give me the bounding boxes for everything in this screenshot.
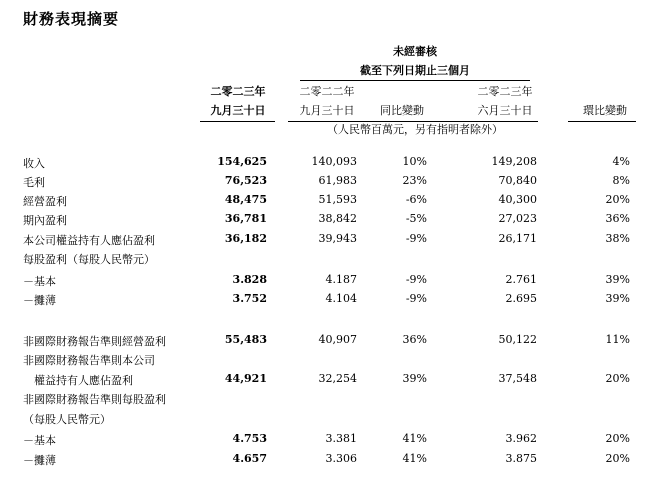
row-value-c5: 20%: [605, 432, 630, 445]
row-value-c3: -9%: [405, 273, 427, 286]
header-col1-rule: [200, 121, 275, 122]
row-value-c1: 76,523: [224, 174, 267, 187]
row-value-c5: 11%: [605, 333, 630, 346]
row-label: 非國際財務報告準則每股盈利: [23, 393, 166, 406]
row-value-c4: 50,122: [498, 333, 537, 346]
row-label: （每股人民幣元）: [23, 413, 111, 426]
row-value-c1: 55,483: [224, 333, 267, 346]
row-value-c5: 20%: [605, 372, 630, 385]
row-label: 經營盈利: [23, 195, 67, 208]
header-col2-line2: 九月三十日: [299, 104, 355, 117]
row-value-c4: 3.962: [505, 432, 537, 445]
row-value-c4: 149,208: [491, 155, 537, 168]
row-value-c5: 39%: [605, 273, 630, 286]
row-value-c2: 32,254: [318, 372, 357, 385]
row-value-c2: 3.381: [325, 432, 357, 445]
header-unit-note: （人民幣百萬元，另有指明者除外）: [327, 123, 503, 136]
row-value-c5: 4%: [612, 155, 630, 168]
row-label: 本公司權益持有人應佔盈利: [23, 234, 155, 247]
row-value-c3: 41%: [402, 452, 427, 465]
row-value-c1: 4.657: [232, 452, 267, 465]
header-col4-line1: 二零二三年: [477, 85, 533, 98]
row-value-c2: 39,943: [318, 232, 357, 245]
row-value-c2: 4.187: [325, 273, 357, 286]
row-value-c1: 36,182: [224, 232, 267, 245]
header-col1-line2: 九月三十日: [210, 104, 266, 117]
row-value-c1: 4.753: [232, 432, 267, 445]
row-value-c5: 38%: [605, 232, 630, 245]
header-col4-line2: 六月三十日: [477, 104, 533, 117]
header-unaudited: 未經審核: [393, 45, 437, 58]
row-value-c1: 3.828: [232, 273, 267, 286]
row-value-c3: 10%: [402, 155, 427, 168]
row-value-c2: 3.306: [325, 452, 357, 465]
row-value-c2: 4.104: [325, 292, 357, 305]
row-value-c2: 38,842: [318, 212, 357, 225]
row-value-c4: 37,548: [498, 372, 537, 385]
header-period-rule: [300, 80, 530, 81]
row-value-c4: 27,023: [498, 212, 537, 225]
row-value-c3: 41%: [402, 432, 427, 445]
row-label: 非國際財務報告準則經營盈利: [23, 335, 166, 348]
row-value-c4: 40,300: [498, 193, 537, 206]
row-value-c2: 61,983: [318, 174, 357, 187]
row-value-c1: 154,625: [217, 155, 267, 168]
row-value-c3: -9%: [405, 232, 427, 245]
row-label: －攤薄: [23, 454, 56, 467]
row-label: 毛利: [23, 176, 45, 189]
row-value-c4: 70,840: [498, 174, 537, 187]
row-value-c4: 2.761: [505, 273, 537, 286]
row-label: 非國際財務報告準則本公司: [23, 354, 155, 367]
row-value-c4: 26,171: [498, 232, 537, 245]
row-value-c3: -6%: [405, 193, 427, 206]
header-col3: 同比變動: [380, 104, 424, 117]
row-label: 權益持有人應佔盈利: [23, 374, 133, 387]
header-col1-line1: 二零二三年: [210, 85, 266, 98]
header-col5: 環比變動: [583, 104, 627, 117]
header-period-for: 截至下列日期止三個月: [360, 64, 470, 77]
row-value-c1: 3.752: [232, 292, 267, 305]
row-label: －攤薄: [23, 294, 56, 307]
header-group-rule: [288, 121, 538, 122]
row-value-c3: -9%: [405, 292, 427, 305]
row-label: 期內盈利: [23, 214, 67, 227]
row-value-c2: 51,593: [318, 193, 357, 206]
row-label: 收入: [23, 157, 45, 170]
row-value-c3: -5%: [405, 212, 427, 225]
row-label: －基本: [23, 434, 56, 447]
row-value-c5: 39%: [605, 292, 630, 305]
row-value-c4: 2.695: [505, 292, 537, 305]
row-value-c2: 40,907: [318, 333, 357, 346]
row-value-c1: 48,475: [224, 193, 267, 206]
header-col2-line1: 二零二二年: [299, 85, 355, 98]
row-value-c3: 39%: [402, 372, 427, 385]
row-value-c3: 36%: [402, 333, 427, 346]
row-value-c5: 20%: [605, 193, 630, 206]
row-value-c4: 3.875: [505, 452, 537, 465]
page-title: 財務表現摘要: [23, 10, 120, 28]
row-value-c5: 36%: [605, 212, 630, 225]
row-label: 每股盈利（每股人民幣元）: [23, 253, 155, 266]
header-col5-rule: [568, 121, 636, 122]
row-value-c5: 20%: [605, 452, 630, 465]
row-value-c1: 44,921: [224, 372, 267, 385]
row-value-c2: 140,093: [311, 155, 357, 168]
row-value-c3: 23%: [402, 174, 427, 187]
row-value-c5: 8%: [612, 174, 630, 187]
row-value-c1: 36,781: [224, 212, 267, 225]
row-label: －基本: [23, 275, 56, 288]
